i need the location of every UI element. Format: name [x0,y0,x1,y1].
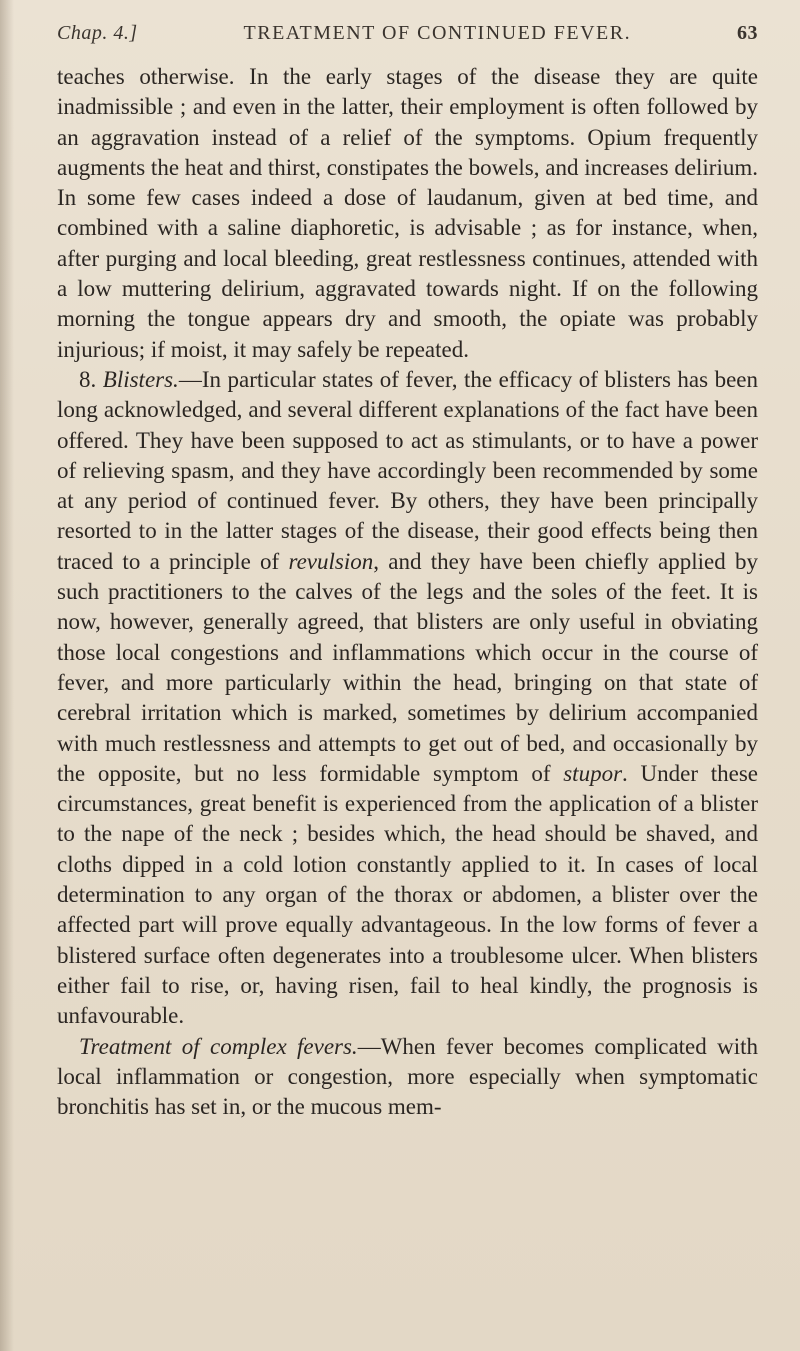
section-heading-complex-fevers: Treatment of complex fevers. [79,1033,358,1059]
chapter-label: Chap. 4.] [57,22,138,44]
paragraph-text: —When fever becomes complicated with local inflammation or congestion, more especially when symptomatic bronchitis has set in, or the mucous mem- [57,1033,759,1120]
page-number: 63 [736,22,758,44]
paragraph-text: —In particular states of fever, the efficacy of blisters has been long acknowledged, and several different explanations of the fact have been offered. They have been supposed to act as stimulants, or to have a power of relieving spasm, and they have accordingly been recommended by some at any period of continued fever. By others, they have been principally resorted to in the latter stages of the disease, their good effects being then traced to a principle of [57,366,759,574]
running-title: TREATMENT OF CONTINUED FEVER. [243,22,632,44]
paragraph-text: , and they have been chiefly applied by such practitioners to the calves of the legs and the soles of the feet. It is now, however, generally agreed, that blisters are only useful in obviating those local congestions and inflammations which occur in the course of fever, and more particularly within the head, bringing on that state of cerebral irritation which is marked, sometimes by delirium accompanied with much restlessness and attempts to get out of bed, and occasionally by the opposite, but no less formidable symptom of [57,548,758,786]
italic-term-revulsion: revulsion [288,548,374,574]
italic-term-stupor: stupor [563,760,623,786]
paragraph-text: . Under these circumstances, great benefit is experienced from the application of a blister to the nape of the neck ; besides which, the head should be shaved, and cloths dipped in a cold lotion constantly applied to it. In cases of local determination to any organ of the thorax or abdomen, a blister over the affected part will prove equally advantageous. In the low forms of fever a blistered surface often degenerates into a troublesome ulcer. When blisters either fail to rise, or, having risen, fail to heal kindly, the prognosis is unfavourable. [57,760,758,1029]
paragraph-blisters [57,365,758,1032]
paragraph-complex-fevers [57,1032,758,1123]
running-head [57,22,758,62]
section-heading-blisters: Blisters. [102,366,179,392]
paragraph-opium [57,62,758,365]
paragraph-text: teaches otherwise. In the early stages of the disease they are quite inadmissible ; and even in the latter, their employment is often followed by an aggravation instead of a relief of the symptoms. Opium frequently augments the heat and thirst, constipates the bowels, and increases delirium. In some few cases indeed a dose of laudanum, given at bed time, and combined with a saline diaphoretic, is advisable ; as for instance, when, after purging and local bleeding, great restlessness continues, attended with a low muttering delirium, aggravated towards night. If on the following morning the tongue appears dry and smooth, the opiate was probably injurious; if moist, it may safely be repeated. [57,64,758,362]
section-number: 8. [79,366,97,392]
body-text [57,62,758,1122]
